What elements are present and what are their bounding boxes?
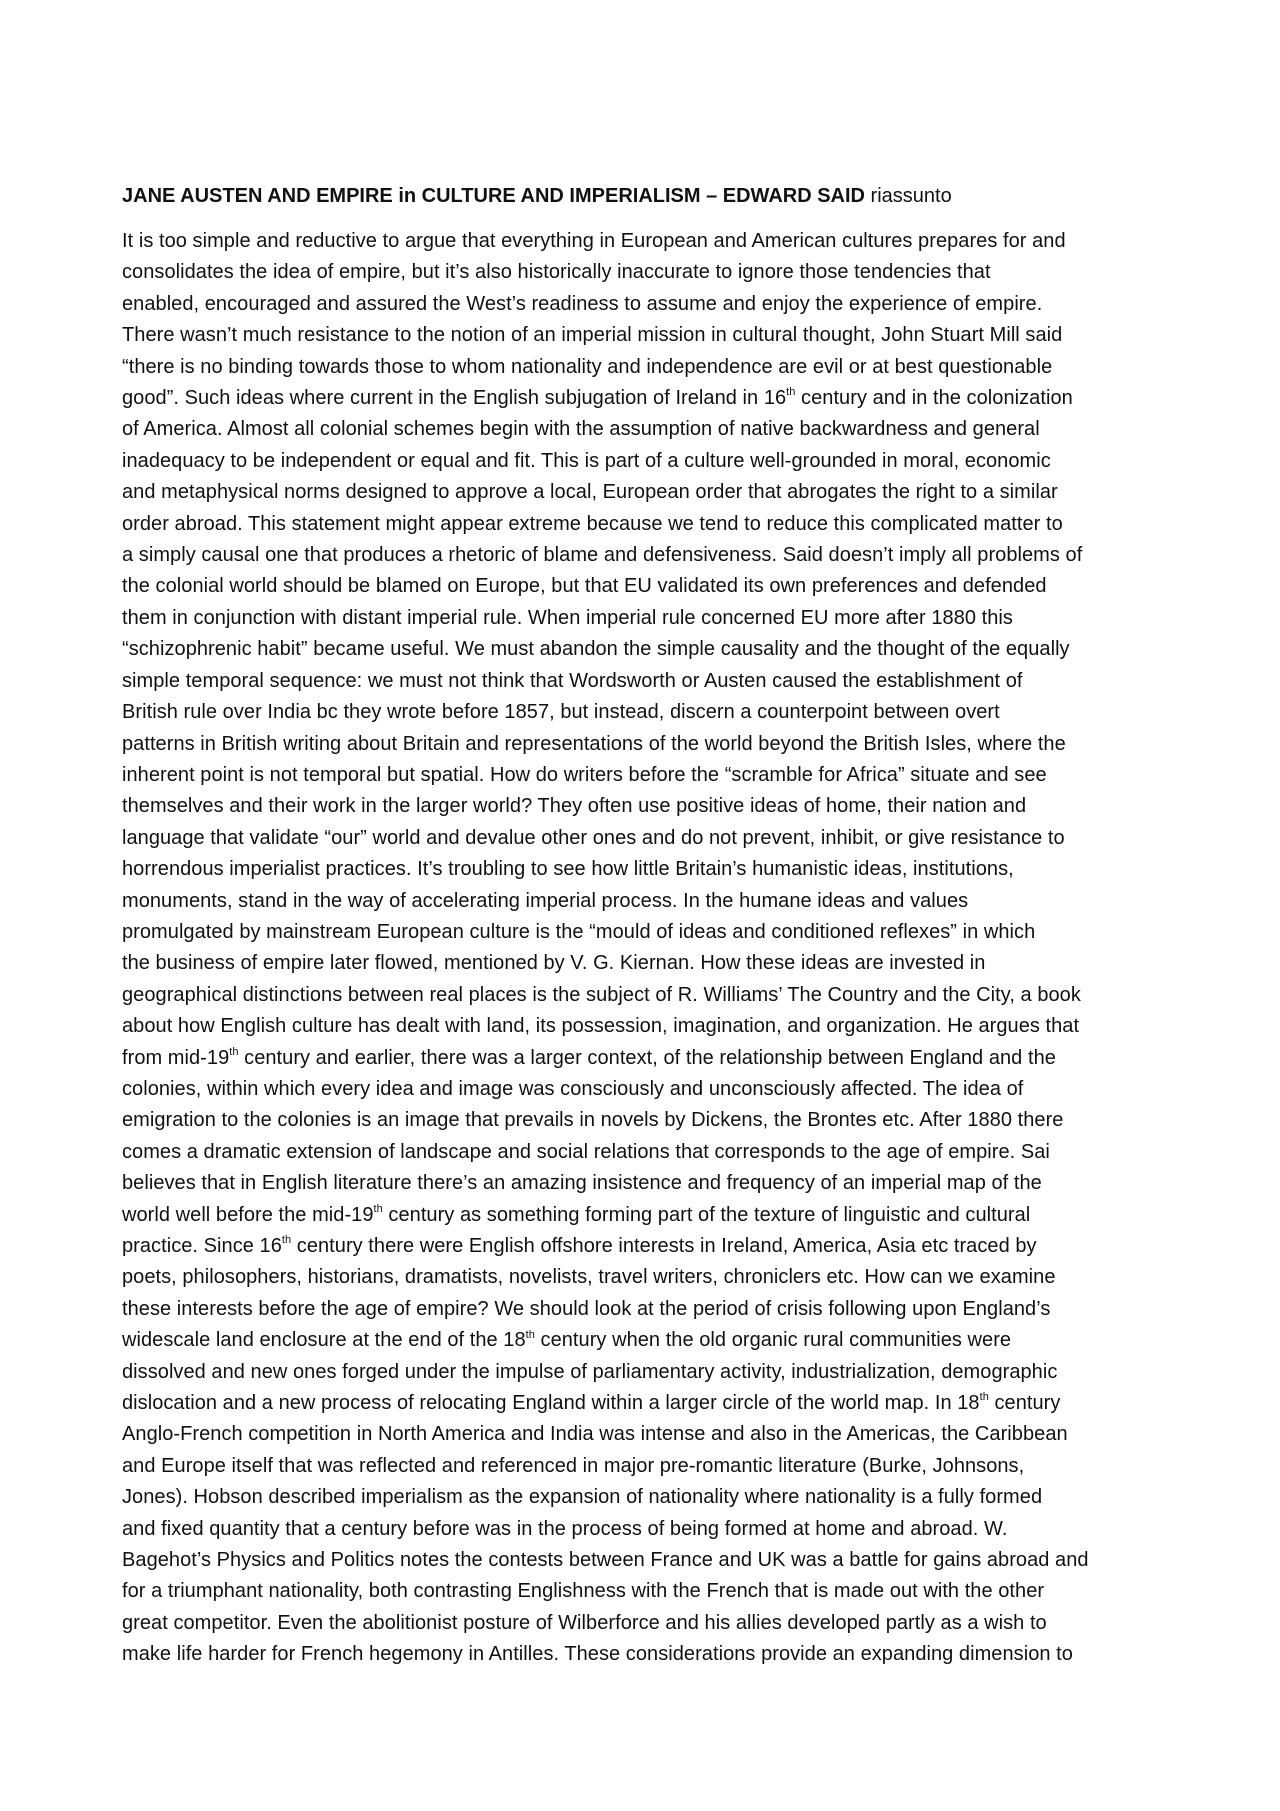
- paragraph-line: [122, 1231, 1172, 1262]
- line-segment: dislocation and a new process of relocating England within a larger circle of the world map. In 18: [122, 1392, 980, 1415]
- paragraph-line: great competitor. Even the abolitionist posture of Wilberforce and his allies developed partly as a wish to: [122, 1611, 1047, 1634]
- paragraph-line: Bagehot’s Physics and Politics notes the contests between France and UK was a battle for gains abroad and: [122, 1549, 1089, 1572]
- ordinal-superscript: th: [281, 1234, 292, 1247]
- paragraph-line: [122, 383, 1172, 414]
- line-segment: from mid-19: [122, 1046, 230, 1069]
- paragraph-line: “there is no binding towards those to whom nationality and independence are evil or at best questionable: [122, 355, 1053, 378]
- line-segment: century when the old organic rural communities were: [534, 1329, 1012, 1352]
- paragraph-line: horrendous imperialist practices. It’s troubling to see how little Britain’s humanistic ideas, institutions,: [122, 858, 1014, 881]
- paragraph-line: Jones). Hobson described imperialism as the expansion of nationality where nationality is a fully formed: [122, 1486, 1043, 1509]
- title-plain-text: riassunto: [865, 185, 952, 207]
- paragraph-line: dissolved and new ones forged under the impulse of parliamentary activity, industrialization, demographic: [122, 1360, 1058, 1383]
- line-segment: century: [988, 1392, 1061, 1415]
- paragraph-line: and Europe itself that was reflected and referenced in major pre-romantic literature (Burke, Johnsons,: [122, 1454, 1025, 1477]
- line-segment: century and earlier, there was a larger context, of the relationship between England and the: [238, 1046, 1056, 1069]
- paragraph-line: a simply causal one that produces a rhetoric of blame and defensiveness. Said doesn’t imply all problems of: [122, 544, 1083, 567]
- paragraph-line: monuments, stand in the way of accelerating imperial process. In the humane ideas and values: [122, 889, 969, 912]
- paragraph-line: There wasn’t much resistance to the notion of an imperial mission in cultural thought, John Stuart Mill said: [122, 324, 1063, 347]
- paragraph-line: consolidates the idea of empire, but it’s also historically inaccurate to ignore those tendencies that: [122, 261, 991, 284]
- paragraph-line: enabled, encouraged and assured the West’s readiness to assume and enjoy the experience of empire.: [122, 292, 1043, 315]
- document-page: [122, 180, 1172, 1671]
- paragraph-line: inherent point is not temporal but spatial. How do writers before the “scramble for Africa” situate and see: [122, 763, 1047, 786]
- line-segment: good”. Such ideas where current in the English subjugation of Ireland in 16: [122, 387, 787, 410]
- paragraph-line: themselves and their work in the larger world? They often use positive ideas of home, their nation and: [122, 795, 1027, 818]
- title-bold-text: JANE AUSTEN AND EMPIRE in CULTURE AND IMPERIALISM – EDWARD SAID: [122, 185, 865, 207]
- paragraph-line: the colonial world should be blamed on Europe, but that EU validated its own preferences and defended: [122, 575, 1047, 598]
- line-segment: century as something forming part of the texture of linguistic and cultural: [382, 1203, 1031, 1226]
- paragraph-line: these interests before the age of empire? We should look at the period of crisis following upon England’s: [122, 1297, 1051, 1320]
- ordinal-superscript: th: [525, 1328, 535, 1341]
- ordinal-superscript: th: [229, 1045, 239, 1058]
- paragraph-line: and fixed quantity that a century before was in the process of being formed at home and abroad. W.: [122, 1517, 1008, 1540]
- paragraph-line: Anglo-French competition in North America and India was intense and also in the Americas, the Caribbean: [122, 1423, 1068, 1446]
- paragraph-line: geographical distinctions between real places is the subject of R. Williams’ The Country and the City, a book: [122, 983, 1081, 1006]
- line-segment: century there were English offshore interests in Ireland, America, Asia etc traced by: [291, 1235, 1037, 1257]
- paragraph-line: [122, 1043, 1172, 1074]
- paragraph-line: “schizophrenic habit” became useful. We must abandon the simple causality and the thought of the equally: [122, 638, 1070, 661]
- paragraph-line: of America. Almost all colonial schemes begin with the assumption of native backwardness and general: [122, 418, 1040, 441]
- ordinal-superscript: th: [373, 1202, 383, 1215]
- line-segment: world well before the mid-19: [122, 1203, 374, 1226]
- paragraph-line: comes a dramatic extension of landscape and social relations that corresponds to the age of empire. Sai: [122, 1140, 1050, 1163]
- paragraph-line: promulgated by mainstream European culture is the “mould of ideas and conditioned reflexes” in which: [122, 920, 1036, 943]
- paragraph-line: believes that in English literature there’s an amazing insistence and frequency of an imperial map of the: [122, 1172, 1042, 1195]
- ordinal-superscript: th: [979, 1391, 989, 1404]
- paragraph-line: language that validate “our” world and devalue other ones and do not prevent, inhibit, or give resistance to: [122, 826, 1065, 849]
- paragraph-line: about how English culture has dealt with land, its possession, imagination, and organization. He argues that: [122, 1015, 1080, 1038]
- paragraph-line: British rule over India bc they wrote before 1857, but instead, discern a counterpoint between overt: [122, 701, 1000, 724]
- paragraph-line: for a triumphant nationality, both contrasting Englishness with the French that is made out with the other: [122, 1580, 1045, 1603]
- line-segment: century and in the colonization: [795, 387, 1073, 410]
- line-segment: widescale land enclosure at the end of the 18: [122, 1329, 526, 1352]
- paragraph-line: inadequacy to be independent or equal and fit. This is part of a culture well-grounded in moral, economic: [122, 449, 1051, 472]
- ordinal-superscript: th: [786, 386, 796, 399]
- paragraph-line: emigration to the colonies is an image that prevails in novels by Dickens, the Brontes etc. After 1880 there: [122, 1109, 1064, 1132]
- paragraph-line: [122, 1325, 1172, 1356]
- paragraph-line: poets, philosophers, historians, dramatists, novelists, travel writers, chroniclers etc. How can we examine: [122, 1266, 1056, 1289]
- paragraph-line: [122, 1200, 1172, 1231]
- document-title: [122, 180, 1172, 212]
- line-segment: practice. Since 16: [122, 1235, 282, 1257]
- paragraph-line: make life harder for French hegemony in Antilles. These considerations provide an expanding dimension to: [122, 1643, 1073, 1666]
- paragraph-line: It is too simple and reductive to argue that everything in European and American cultures prepares for and: [122, 230, 1066, 252]
- paragraph-line: order abroad. This statement might appear extreme because we tend to reduce this complicated matter to: [122, 512, 1063, 535]
- summary-paragraph: [122, 226, 1172, 1671]
- paragraph-line: and metaphysical norms designed to approve a local, European order that abrogates the right to a similar: [122, 481, 1058, 504]
- paragraph-line: colonies, within which every idea and image was consciously and unconsciously affected. The idea of: [122, 1077, 1024, 1100]
- paragraph-line: [122, 1388, 1172, 1419]
- paragraph-line: the business of empire later flowed, mentioned by V. G. Kiernan. How these ideas are invested in: [122, 952, 986, 975]
- paragraph-line: them in conjunction with distant imperial rule. When imperial rule concerned EU more after 1880 this: [122, 606, 1013, 629]
- paragraph-line: patterns in British writing about Britain and representations of the world beyond the British Isles, where the: [122, 732, 1066, 755]
- paragraph-line: simple temporal sequence: we must not think that Wordsworth or Austen caused the establishment of: [122, 669, 1023, 692]
